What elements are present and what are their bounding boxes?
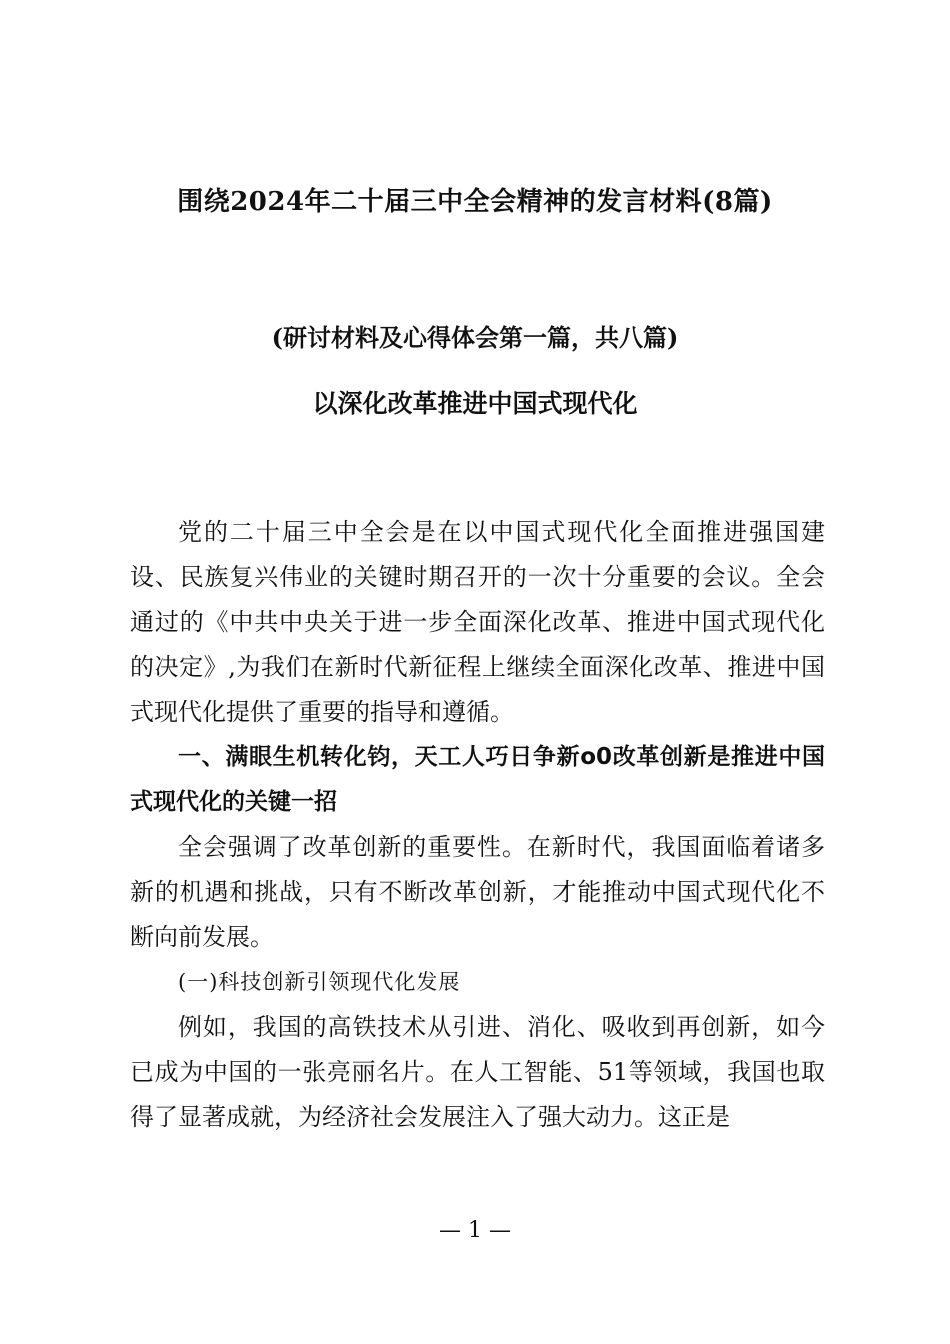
paragraph-subsection-1: 例如，我国的高铁技术从引进、消化、吸收到再创新，如今已成为中国的一张亮丽名片。在人工智能、51等领域，我国也取得了显著成就，为经济社会发展注入了强大动力。这正是 — [130, 1013, 825, 1131]
subsection-heading-1: (一)科技创新引领现代化发展 — [178, 970, 461, 994]
section-heading-1: 一、满眼生机转化钧，天工人巧日争新o0改革创新是推进中国式现代化的关键一招 — [130, 744, 825, 815]
article-title: 以深化改革推进中国式现代化 — [312, 389, 638, 418]
document-subtitle: (研讨材料及心得体会第一篇，共八篇) — [271, 323, 679, 352]
paragraph-section-1: 全会强调了改革创新的重要性。在新时代，我国面临着诸多新的机遇和挑战，只有不断改革创新，才能推动中国式现代化不断向前发展。 — [130, 833, 825, 951]
document-title: 围绕2024年二十届三中全会精神的发言材料(8篇) — [177, 187, 773, 217]
paragraph-intro: 党的二十届三中全会是在以中国式现代化全面推进强国建设、民族复兴伟业的关键时期召开的一次十分重要的会议。全会通过的《中共中央关于进一步全面深化改革、推进中国式现代化的决定》,为我们在新时代新征程上继续全面深化改革、推进中国式现代化提供了重要的指导和遵循。 — [130, 518, 825, 726]
article-body — [130, 510, 825, 1140]
page-number: — 1 — — [439, 1218, 511, 1243]
